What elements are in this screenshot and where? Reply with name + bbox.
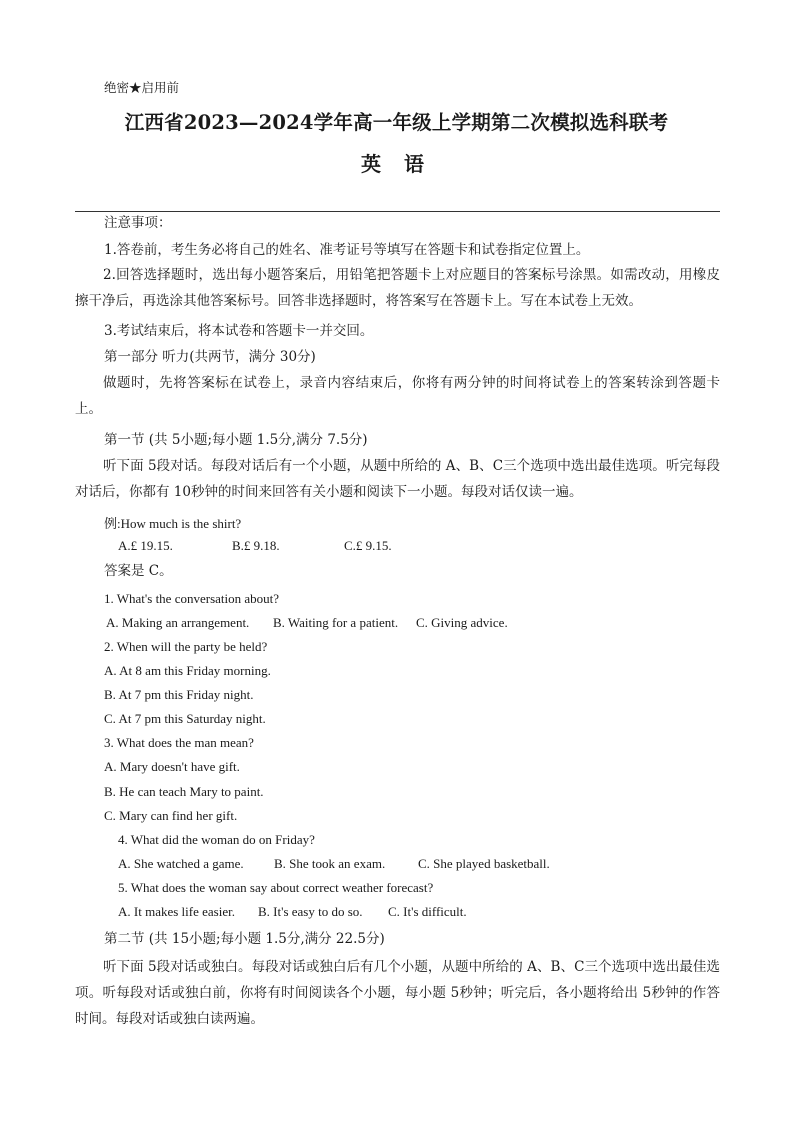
question-1: 1. What's the conversation about? xyxy=(104,591,280,606)
notice-item-1: 1.答卷前，考生务必将自己的姓名、准考证号等填写在答题卡和试卷指定位置上。 xyxy=(104,242,590,258)
header-divider xyxy=(75,211,720,212)
question-2-option-a: A. At 8 am this Friday morning. xyxy=(104,663,271,678)
question-2-option-c: C. At 7 pm this Saturday night. xyxy=(104,711,266,726)
confidential-mark: 绝密★启用前 xyxy=(104,80,180,95)
question-4-option-a: A. She watched a game. xyxy=(118,856,244,871)
example-option-a: A.£ 19.15. xyxy=(118,538,173,553)
part1-heading: 第一部分 听力(共两节，满分 30分) xyxy=(104,349,316,365)
subject-title: 英 语 xyxy=(361,152,432,176)
example-option-b: B.£ 9.18. xyxy=(232,538,280,553)
part1-instruction: 做题时，先将答案标在试卷上，录音内容结束后，你将有两分钟的时间将试卷上的答案转涂到答题卡上。 xyxy=(75,375,720,417)
question-2-option-b: B. At 7 pm this Friday night. xyxy=(104,687,254,702)
section2-heading: 第二节 (共 15小题;每小题 1.5分,满分 22.5分) xyxy=(104,931,385,947)
question-3-option-a: A. Mary doesn't have gift. xyxy=(104,759,240,774)
question-4-option-b: B. She took an exam. xyxy=(274,856,386,871)
question-4-option-c: C. She played basketball. xyxy=(418,856,550,871)
question-4: 4. What did the woman do on Friday? xyxy=(118,832,315,847)
notice-heading: 注意事项： xyxy=(104,215,172,231)
question-5: 5. What does the woman say about correct weather forecast? xyxy=(118,880,434,895)
notice-item-3: 3.考试结束后，将本试卷和答题卡一并交回。 xyxy=(104,323,374,339)
example-option-c: C.£ 9.15. xyxy=(344,538,392,553)
exam-title: 江西省2023—2024学年高一年级上学期第二次模拟选科联考 xyxy=(124,111,669,134)
section2-instruction: 听下面 5段对话或独白。每段对话或独白后有几个小题，从题中所给的 A、B、C三个选项中选出最佳选项。听每段对话或独白前，你将有时间阅读各个小题，每小题 5秒钟；听完后，各小题将给出 5秒钟的作答时间。每段对话或独白读两遍。 xyxy=(75,959,720,1027)
section1-instruction: 听下面 5段对话。每段对话后有一个小题，从题中所给的 A、B、C三个选项中选出最佳选项。听完每段对话后，你都有 10秒钟的时间来回答有关小题和阅读下一小题。每段对话仅读一遍。 xyxy=(75,458,720,500)
question-1-option-b: B. Waiting for a patient. xyxy=(273,615,399,630)
question-5-option-c: C. It's difficult. xyxy=(388,904,467,919)
notice-item-2: 2.回答选择题时，选出每小题答案后，用铅笔把答题卡上对应题目的答案标号涂黑。如需改动，用橡皮擦干净后，再选涂其他答案标号。回答非选择题时，将答案写在答题卡上。写在本试卷上无效。 xyxy=(75,267,720,309)
question-2: 2. When will the party be held? xyxy=(104,639,268,654)
question-3: 3. What does the man mean? xyxy=(104,735,254,750)
example-answer: 答案是 C。 xyxy=(104,563,173,579)
question-5-option-b: B. It's easy to do so. xyxy=(258,904,363,919)
question-1-option-c: C. Giving advice. xyxy=(416,615,508,630)
question-3-option-c: C. Mary can find her gift. xyxy=(104,808,238,823)
question-5-option-a: A. It makes life easier. xyxy=(118,904,235,919)
question-3-option-b: B. He can teach Mary to paint. xyxy=(104,784,264,799)
section1-heading: 第一节 (共 5小题;每小题 1.5分,满分 7.5分) xyxy=(104,432,368,448)
question-1-option-a: A. Making an arrangement. xyxy=(106,615,250,630)
example-question: 例:How much is the shirt? xyxy=(104,516,242,531)
